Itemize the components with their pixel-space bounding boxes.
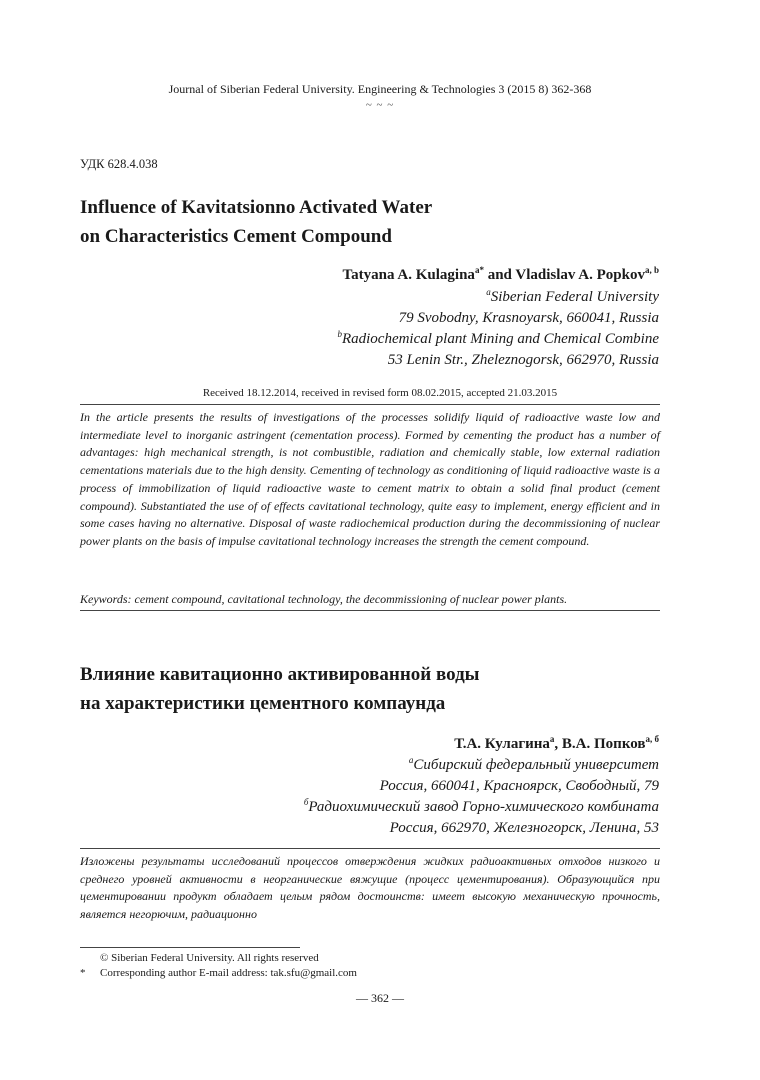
ru-affil-b-line-2: Россия, 662970, Железногорск, Ленина, 53 xyxy=(389,820,659,836)
english-authors xyxy=(343,267,659,284)
authors-and: and xyxy=(483,267,516,283)
russian-title xyxy=(80,660,680,718)
abstract-bottom-rule xyxy=(80,610,660,611)
english-abstract: In the article presents the results of investigations of the processes solidify liquid of radioactive waste low and intermediate level to inorganic astringent (cementation process). Formed by cementing the product has a number of advantages: high mechanical strength, is not combustible, radiation and chemically stable, low external radiation cementations materials due to the high density. Cementing of technology as conditioning of liquid radioactive waste is a process of immobilization of liquid radioactive waste to cement matrix to obtain a solid final product (cement compound). Substantiated the use of of effects cavitational technology, quite easy to implement, energy efficient and in some cases having no alternative. Disposal of waste radiochemical production during the decommissioning of nuclear power plants on the basis of impulse cavitational technology increases the strength the cement compound. xyxy=(80,410,660,548)
russian-abstract: Изложены результаты исследований процессов отверждения жидких радиоактивных отходов низкого и среднего уровней активности в неорганические вяжущие (процесс цементирования). Образующийся при цементировании продукт обладает целым рядом достоинств: имеет высокую механическую прочность, является негорючим, радиационно xyxy=(80,854,660,922)
affil-b-line-1: Radiochemical plant Mining and Chemical Combine xyxy=(341,331,659,347)
ru-author-2: В.А. Попков xyxy=(561,736,646,752)
author-2: Vladislav A. Popkov xyxy=(515,267,645,283)
ru-authors-sep: , xyxy=(554,736,562,752)
footnote-corresponding: Corresponding author E-mail address: tak.sfu@gmail.com xyxy=(100,967,357,979)
author-2-sup: a, b xyxy=(644,265,659,275)
ru-affil-a-sup: а xyxy=(408,755,414,765)
russian-title-line-2: на характеристики цементного компаунда xyxy=(80,693,446,714)
russian-authors xyxy=(454,736,659,753)
affil-a-line-2: 79 Svobodny, Krasnoyarsk, 660041, Russia xyxy=(398,310,659,326)
affil-b-sup: b xyxy=(337,329,342,339)
header-tilde: ~ ~ ~ xyxy=(365,99,395,111)
ru-author-1-sup: а xyxy=(549,734,555,744)
russian-affiliation-b xyxy=(304,797,659,839)
journal-header: Journal of Siberian Federal University. Engineering & Technologies 3 (2015 8) 362-368 xyxy=(168,82,592,96)
abstract-top-rule xyxy=(80,404,660,405)
english-affiliation-b xyxy=(337,329,659,371)
author-1-sup: a* xyxy=(474,265,484,275)
russian-affiliation-a xyxy=(380,755,659,797)
affil-a-sup: a xyxy=(486,287,491,297)
ru-author-1: Т.А. Кулагина xyxy=(454,736,550,752)
udk-code: УДК 628.4.038 xyxy=(80,157,158,171)
english-title xyxy=(80,193,680,251)
author-1: Tatyana A. Kulagina xyxy=(342,267,475,283)
ru-affil-a-line-2: Россия, 660041, Красноярск, Свободный, 79 xyxy=(379,778,659,794)
page-number: — 362 — xyxy=(356,991,404,1005)
english-title-line-1: Influence of Kavitatsionno Activated Water xyxy=(80,197,433,218)
footnote-copyright: © Siberian Federal University. All rights reserved xyxy=(100,952,319,964)
ru-author-2-sup: а, б xyxy=(645,734,659,744)
received-dates: Received 18.12.2014, received in revised form 08.02.2015, accepted 21.03.2015 xyxy=(202,387,558,399)
ru-affil-a-line-1: Сибирский федеральный университет xyxy=(413,757,659,773)
english-affiliation-a xyxy=(399,287,659,329)
english-keywords: Keywords: cement compound, cavitational technology, the decommissioning of nuclear power plants. xyxy=(80,592,568,606)
footnote-rule xyxy=(80,947,300,948)
ru-affil-b-line-1: Радиохимический завод Горно-химического комбината xyxy=(308,799,659,815)
affil-b-line-2: 53 Lenin Str., Zheleznogorsk, 662970, Russia xyxy=(387,352,659,368)
footnote-star: * xyxy=(80,967,86,979)
ru-abstract-top-rule xyxy=(80,848,660,849)
ru-affil-b-sup: б xyxy=(303,797,309,807)
russian-title-line-1: Влияние кавитационно активированной воды xyxy=(80,664,480,685)
english-title-line-2: on Characteristics Cement Compound xyxy=(80,226,392,247)
affil-a-line-1: Siberian Federal University xyxy=(490,289,659,305)
